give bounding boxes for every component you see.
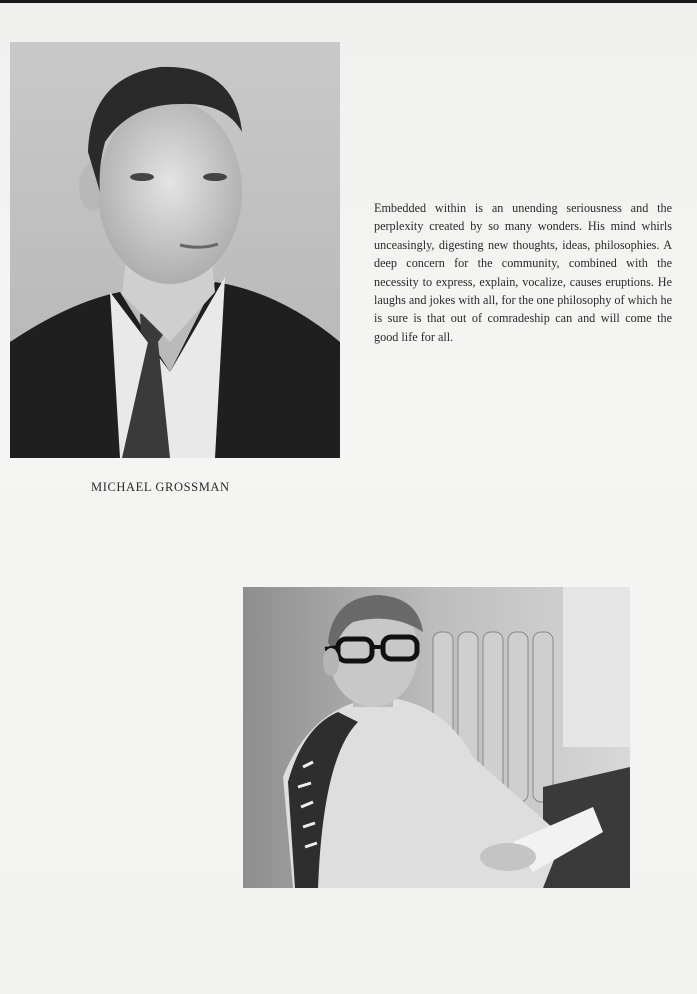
- student-name-caption: MICHAEL GROSSMAN: [91, 480, 230, 494]
- page-top-edge: [0, 0, 697, 3]
- candid-photo: [243, 587, 630, 888]
- portrait-photo: [10, 42, 340, 458]
- candid-illustration: [243, 587, 630, 888]
- bio-paragraph: Embedded within is an unending seriousness and the perplexity created by so many wonders. His mind whirls unceasingly, digesting new thoughts, ideas, philosophies. A deep concern for the community, combined with the necessity to express, explain, vocalize, causes eruptions. He laughs and jokes with all, for the one philosophy of which he is sure is that out of comradeship can and will come the good life for all.: [374, 201, 672, 344]
- portrait-illustration: [10, 42, 340, 458]
